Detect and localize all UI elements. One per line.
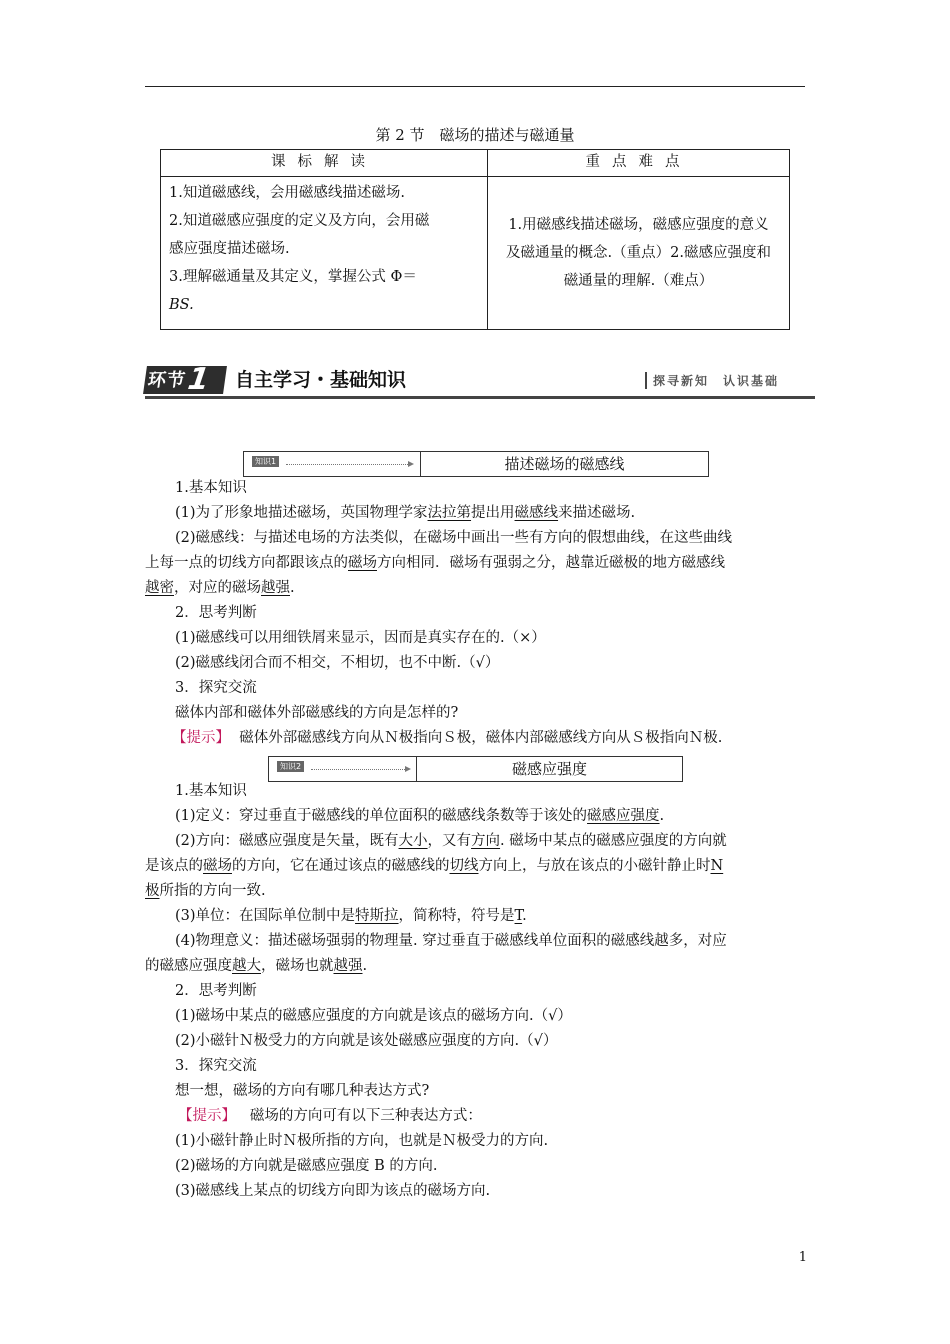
k1-para-2-line3: 越密，对应的磁场越强.	[145, 580, 295, 596]
k2-para-4-line1: (4)物理意义：描述磁场强弱的物理量. 穿过垂直于磁感线单位面积的磁感线越多，对应	[175, 933, 727, 949]
k2-answer-3: (3)磁感线上某点的切线方向即为该点的磁场方向.	[175, 1183, 491, 1199]
k2-heading-basic: 1.基本知识	[175, 783, 247, 799]
k1-heading-explore: 3．探究交流	[175, 680, 257, 696]
banner-tag-number: 1	[185, 362, 213, 397]
k1-judge-1: (1)磁感线可以用细铁屑来显示，因而是真实存在的.（×）	[175, 630, 546, 646]
keypoint-line: 磁通量的理解.（难点）	[563, 273, 714, 289]
k1-heading-basic: 1.基本知识	[175, 480, 247, 496]
k2-para-3: (3)单位：在国际单位制中是特斯拉，简称特，符号是T.	[175, 908, 527, 924]
arrow-icon	[311, 769, 407, 770]
k1-para-2-line2: 上每一点的切线方向都跟该点的磁场方向相同．磁场有强弱之分，越靠近磁极的地方磁感线	[145, 555, 725, 571]
banner-title: 自主学习・基础知识	[235, 369, 407, 391]
k2-para-2-line2: 是该点的磁场的方向，它在通过该点的磁感线的切线方向上，与放在该点的小磁针静止时N	[145, 858, 724, 874]
objective-line: 感应强度描述磁场.	[169, 241, 290, 257]
section-banner	[145, 362, 815, 399]
k2-answer-1: (1)小磁针静止时Ｎ极所指的方向，也就是Ｎ极受力的方向.	[175, 1133, 549, 1149]
knowledge2-chip: 知识2	[277, 761, 304, 772]
k1-question: 磁体内部和磁体外部磁感线的方向是怎样的?	[175, 705, 459, 721]
objectives-col2-cell	[488, 177, 790, 330]
objective-line: 1.知道磁感线，会用磁感线描述磁场.	[169, 185, 405, 201]
knowledge1-chip: 知识1	[252, 456, 279, 467]
k2-para-4-line2: 的磁感应强度越大，磁场也就越强.	[145, 958, 368, 974]
keypoint-line: 1.用磁感线描述磁场，磁感应强度的意义	[508, 217, 769, 233]
arrow-icon	[286, 464, 410, 465]
objectives-col2-header: 重点难点	[488, 150, 790, 177]
k2-heading-explore: 3．探究交流	[175, 1058, 257, 1074]
banner-tag: 环节1	[143, 366, 227, 394]
knowledge2-title: 磁感应强度	[511, 760, 587, 778]
k1-para-1: (1)为了形象地描述磁场，英国物理学家法拉第提出用磁感线来描述磁场.	[175, 505, 636, 521]
knowledge1-heading-box	[243, 451, 709, 477]
k2-para-2-line3: 极所指的方向一致.	[145, 883, 266, 899]
k1-para-2-line1: (2)磁感线：与描述电场的方法类似，在磁场中画出一些有方向的假想曲线，在这些曲线	[175, 530, 733, 546]
objective-line: 2.知道磁感应强度的定义及方向，会用磁	[169, 213, 430, 229]
knowledge1-title: 描述磁场的磁感线	[504, 455, 625, 473]
header-rule	[145, 86, 805, 87]
objective-line: 3.理解磁通量及其定义，掌握公式 Φ＝	[169, 269, 417, 285]
k2-para-2-line1: (2)方向：磁感应强度是矢量，既有大小，又有方向. 磁场中某点的磁感应强度的方向就	[175, 833, 727, 849]
k1-hint: 【提示】 磁体外部磁感线方向从Ｎ极指向Ｓ极，磁体内部磁感线方向从Ｓ极指向Ｎ极.	[172, 730, 723, 746]
keypoint-line: 及磁通量的概念.（重点）2.磁感应强度和	[506, 245, 771, 261]
section-title: 第 2 节 磁场的描述与磁通量	[375, 126, 575, 144]
hint-label: 【提示】	[178, 1108, 236, 1124]
objectives-col1-header: 课标解读	[161, 150, 488, 177]
k2-judge-1: (1)磁场中某点的磁感应强度的方向就是该点的磁场方向.（√）	[175, 1008, 572, 1024]
hint-label: 【提示】	[172, 730, 230, 746]
k2-heading-judge: 2．思考判断	[175, 983, 257, 999]
page-number: 1	[798, 1250, 807, 1265]
k2-hint: 【提示】 磁场的方向可有以下三种表达方式：	[178, 1108, 482, 1124]
k1-judge-2: (2)磁感线闭合而不相交，不相切，也不中断.（√）	[175, 655, 500, 671]
k2-judge-2: (2)小磁针Ｎ极受力的方向就是该处磁感应强度的方向.（√）	[175, 1033, 558, 1049]
objectives-table	[160, 149, 790, 330]
k2-question: 想一想，磁场的方向有哪几种表达方式?	[175, 1083, 430, 1099]
objectives-col1-cell	[161, 177, 488, 330]
objective-line: BS.	[169, 297, 194, 313]
k2-para-1: (1)定义：穿过垂直于磁感线的单位面积的磁感线条数等于该处的磁感应强度.	[175, 808, 665, 824]
k1-heading-judge: 2．思考判断	[175, 605, 257, 621]
k2-answer-2: (2)磁场的方向就是磁感应强度 B 的方向.	[175, 1158, 438, 1174]
banner-subtitle: 探寻新知 认识基础	[645, 372, 779, 389]
